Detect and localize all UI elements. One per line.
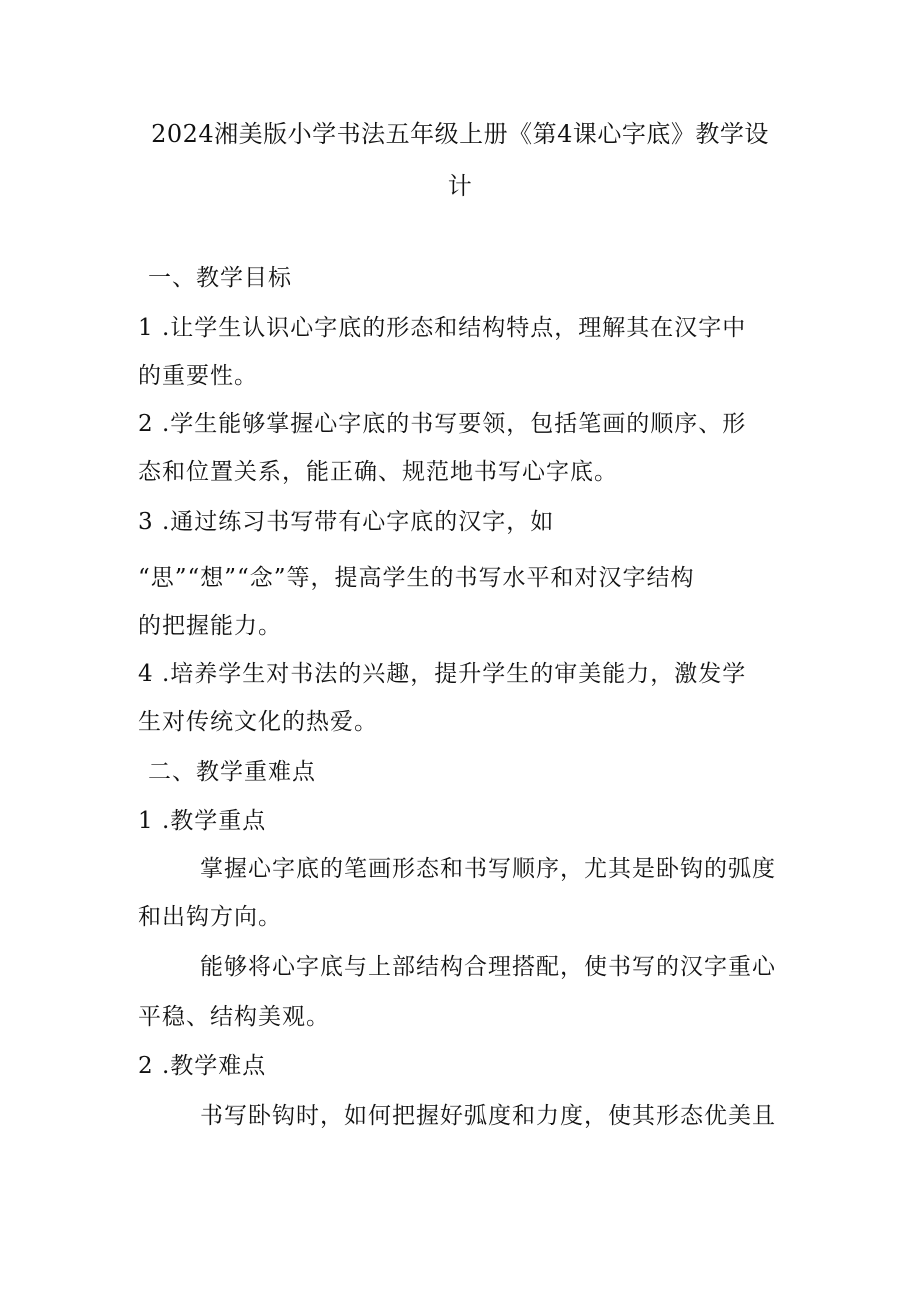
objective-2-line-1: 2 .学生能够掌握心字底的书写要领，包括笔画的顺序、形	[138, 411, 747, 437]
objective-3-line-2: “思”“想”“念”等，提高学生的书写水平和对汉字结构	[138, 565, 695, 591]
objective-3-line-3: 的把握能力。	[138, 613, 282, 639]
difficult-point-para-1-line-1: 书写卧钩时，如何把握好弧度和力度，使其形态优美且	[200, 1103, 776, 1129]
key-point-para-1-line-2: 和出钩方向。	[138, 904, 282, 930]
key-point-para-2-line-2: 平稳、结构美观。	[138, 1004, 330, 1030]
objective-4-line-2: 生对传统文化的热爱。	[138, 709, 378, 735]
objective-3-line-1: 3 .通过练习书写带有心字底的汉字，如	[138, 509, 555, 535]
difficult-point-label: 2 .教学难点	[138, 1053, 267, 1079]
document-title-line-1: 2024湘美版小学书法五年级上册《第4课心字底》教学设	[151, 120, 769, 148]
section-heading-key-difficult: 二、教学重难点	[148, 759, 316, 785]
objective-2-line-2: 态和位置关系，能正确、规范地书写心字底。	[138, 459, 618, 485]
section-heading-objectives: 一、教学目标	[148, 265, 292, 291]
objective-4-line-1: 4 .培养学生对书法的兴趣，提升学生的审美能力，激发学	[138, 661, 747, 687]
key-point-para-1-line-1: 掌握心字底的笔画形态和书写顺序，尤其是卧钩的弧度	[200, 856, 776, 882]
key-point-para-2-line-1: 能够将心字底与上部结构合理搭配，使书写的汉字重心	[200, 954, 776, 980]
document-title-line-2: 计	[447, 172, 473, 200]
key-point-label: 1 .教学重点	[138, 808, 267, 834]
objective-1-line-2: 的重要性。	[138, 363, 258, 389]
objective-1-line-1: 1 .让学生认识心字底的形态和结构特点，理解其在汉字中	[138, 315, 747, 341]
